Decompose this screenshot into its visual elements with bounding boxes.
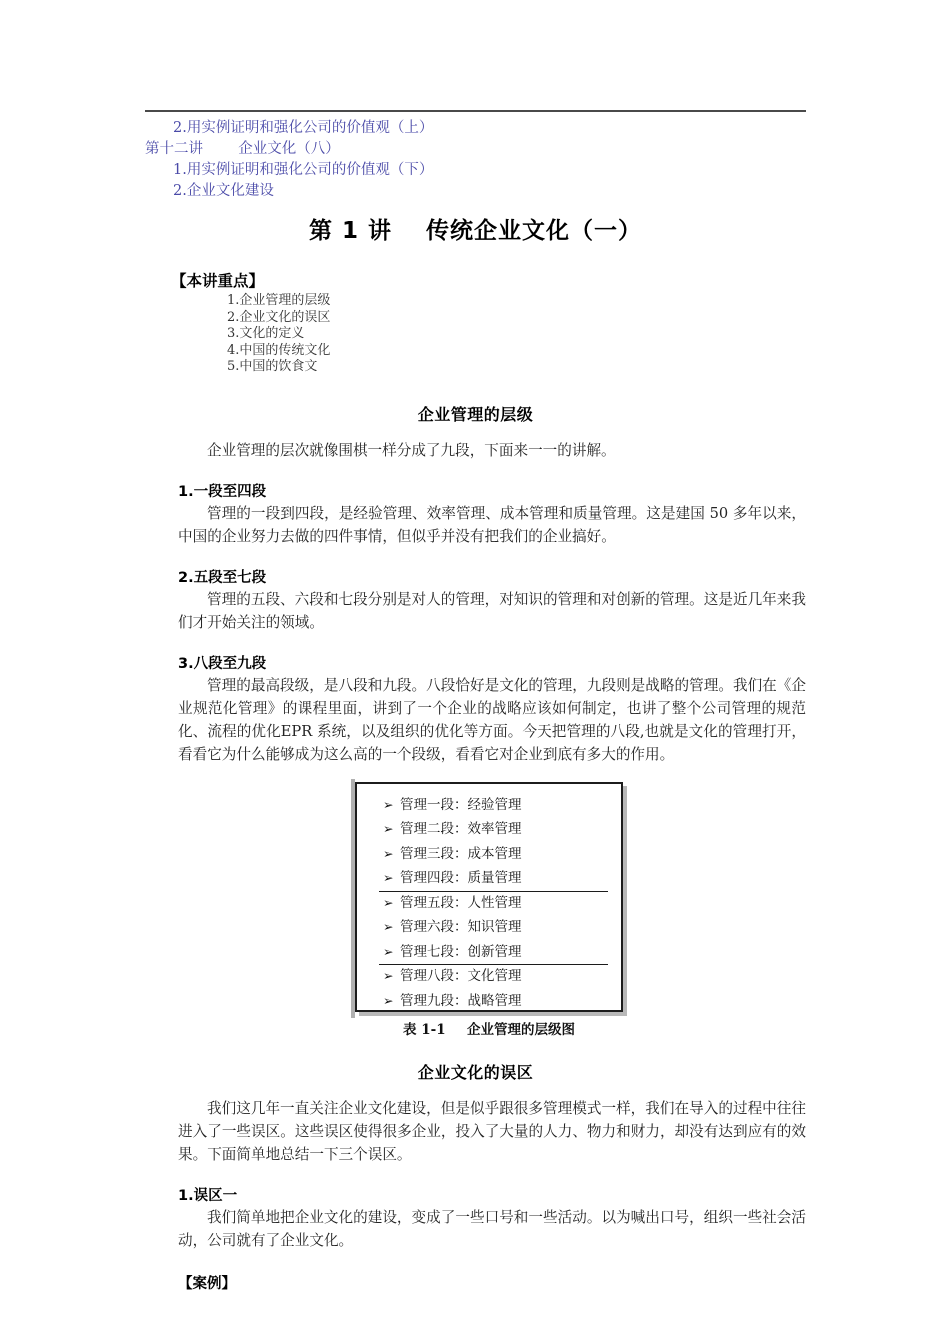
management-levels-box (355, 782, 623, 1012)
level-item-label: 管理六段：知识管理 (400, 919, 522, 935)
paragraph-levels-1-4: 管理的一段到四段，是经验管理、效率管理、成本管理和质量管理。这是建国 50 多年以来，中国的企业努力去做的四件事情，但似乎并没有把我们的企业搞好。 (178, 504, 806, 545)
arrow-bullet-icon: ➢ (383, 870, 394, 885)
section2-intro-paragraph: 我们这几年一直关注企业文化建设，但是似乎跟很多管理模式一样，我们在导入的过程中往往进入了一些误区。这些误区使得很多企业，投入了大量的人力、物力和财力，却没有达到应有的效果。下面简单地总结一下三个误区。 (178, 1099, 806, 1163)
level-item (357, 891, 621, 916)
toc-entry-lecture-twelve[interactable] (145, 139, 806, 160)
case-study-heading: 【案例】 (178, 1275, 236, 1292)
subheading-levels-8-9: 3.八段至九段 (178, 655, 267, 672)
level-item (357, 793, 621, 818)
level-item (357, 915, 621, 940)
level-item (357, 989, 621, 1014)
level-item (357, 964, 621, 989)
section-heading-management-levels: 企业管理的层级 (417, 404, 534, 424)
toc-entry-value-proof-upper[interactable]: 2.用实例证明和强化公司的价值观（上） (173, 120, 434, 136)
section1-intro-paragraph: 企业管理的层次就像围棋一样分成了九段，下面来一一的讲解。 (207, 441, 616, 459)
table-of-contents (145, 118, 806, 202)
subheading-levels-1-4: 1.一段至四段 (178, 483, 267, 500)
level-item (357, 940, 621, 965)
level-item-label: 管理一段：经验管理 (400, 796, 522, 813)
chapter-title-text: 传统企业文化（一） (426, 218, 643, 244)
toc-entry-value-proof-lower[interactable]: 1.用实例证明和强化公司的价值观（下） (173, 162, 434, 178)
level-item (357, 866, 621, 891)
arrow-bullet-icon: ➢ (383, 992, 394, 1008)
key-points-heading: 【本讲重点】 (171, 272, 265, 290)
management-levels-list (357, 784, 621, 1014)
arrow-bullet-icon: ➢ (383, 919, 394, 934)
arrow-bullet-icon: ➢ (383, 894, 394, 910)
level-item-label: 管理九段：战略管理 (400, 992, 522, 1009)
level-item-label: 管理四段：质量管理 (400, 870, 522, 886)
figure-caption (355, 1018, 623, 1038)
arrow-bullet-icon: ➢ (383, 821, 394, 836)
subheading-levels-5-7: 2.五段至七段 (178, 569, 267, 586)
paragraph-levels-5-7: 管理的五段、六段和七段分别是对人的管理，对知识的管理和对创新的管理。这是近几年来我们才开始关注的领域。 (178, 590, 806, 631)
figure-caption-label: 表 1-1 (403, 1021, 446, 1038)
paragraph-levels-8-9: 管理的最高段级，是八段和九段。八段恰好是文化的管理，九段则是战略的管理。我们在《企业规范化管理》的课程里面，讲到了一个企业的战略应该如何制定，也讲了整个公司管理的规范化、流程的优化EPR 系统，以及组织的优化等方面。今天把管理的八段,也就是文化的管理打开，看看它为什么能够成为这么高的一个段级，看看它对企业到底有多大的作用。 (178, 676, 806, 763)
toc-lecture-title: 企业文化（八） (238, 141, 340, 157)
level-item-label: 管理三段：成本管理 (400, 845, 522, 862)
chapter-title (145, 212, 806, 245)
toc-entry-culture-building[interactable]: 2.企业文化建设 (173, 183, 274, 199)
level-item (357, 842, 621, 867)
chapter-number: 第 1 讲 (308, 218, 392, 244)
key-point-item: 5.中国的饮食文 (227, 359, 318, 374)
key-points-block (145, 269, 806, 376)
arrow-bullet-icon: ➢ (383, 943, 394, 959)
arrow-bullet-icon: ➢ (383, 968, 394, 983)
key-points-list (227, 293, 806, 376)
level-item (357, 817, 621, 842)
toc-lecture-number: 第十二讲 (145, 141, 203, 157)
figure-management-levels (145, 782, 806, 1038)
page-content (145, 110, 806, 1293)
paragraph-misconception-one: 我们简单地把企业文化的建设，变成了一些口号和一些活动。以为喊出口号，组织一些社会活动，公司就有了企业文化。 (178, 1208, 806, 1249)
key-point-item: 2.企业文化的误区 (227, 309, 331, 325)
level-item-label: 管理五段：人性管理 (400, 894, 522, 911)
key-point-item: 3.文化的定义 (227, 326, 305, 341)
key-point-item: 1.企业管理的层级 (227, 293, 331, 308)
key-point-item: 4.中国的传统文化 (227, 342, 331, 358)
level-item-label: 管理七段：创新管理 (400, 943, 522, 960)
arrow-bullet-icon: ➢ (383, 796, 394, 812)
figure-caption-title: 企业管理的层级图 (467, 1021, 575, 1038)
level-item-label: 管理二段：效率管理 (400, 821, 522, 837)
subheading-misconception-one: 1.误区一 (178, 1187, 238, 1204)
arrow-bullet-icon: ➢ (383, 845, 394, 861)
level-item-label: 管理八段：文化管理 (400, 968, 522, 984)
header-rule (145, 110, 806, 112)
section-heading-culture-misconceptions: 企业文化的误区 (417, 1062, 534, 1082)
